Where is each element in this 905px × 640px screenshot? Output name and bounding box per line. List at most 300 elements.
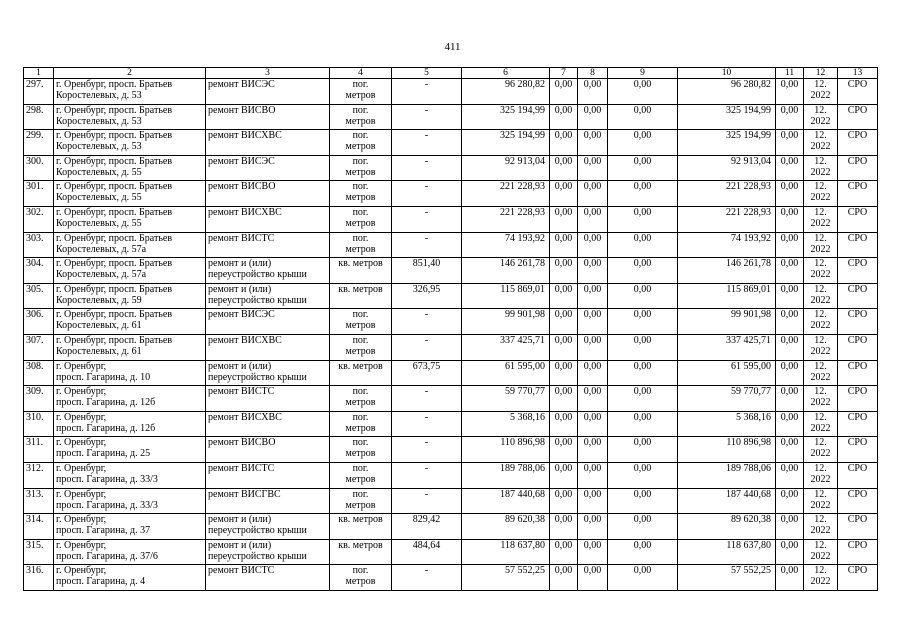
regional-funds-line-1: 0,00	[583, 181, 602, 193]
row-number-cell	[24, 258, 54, 284]
owner-funds-line-1: 99 901,98	[731, 309, 771, 321]
owner-funds-line-1: 325 194,99	[726, 130, 771, 142]
work-type-cell	[206, 488, 330, 514]
work-type-line-1: ремонт и (или)	[208, 258, 272, 270]
address-line-1: г. Оренбург,	[56, 386, 107, 398]
owner-funds-line-1: 118 637,80	[726, 539, 771, 551]
row-number-line-1: 304.	[26, 258, 44, 270]
deadline-line-1: 12.	[814, 130, 827, 142]
total-cost-cell	[462, 232, 550, 258]
method-cell	[838, 411, 878, 437]
row-number-cell	[24, 437, 54, 463]
quantity-cell	[392, 488, 462, 514]
local-funds-line-1: 0,00	[633, 232, 652, 244]
other-funds-cell	[776, 130, 804, 156]
row-number-line-1: 313.	[26, 488, 44, 500]
total-cost-cell	[462, 283, 550, 309]
other-funds-cell	[776, 258, 804, 284]
owner-funds-line-1: 92 913,04	[731, 155, 771, 167]
unit-cell	[330, 360, 392, 386]
column-header-7: 7	[550, 68, 578, 79]
other-funds-line-1: 0,00	[780, 181, 799, 193]
row-number-cell	[24, 181, 54, 207]
deadline-cell	[804, 258, 838, 284]
address-line-1: г. Оренбург,	[56, 539, 107, 551]
column-header-8: 8	[578, 68, 608, 79]
federal-funds-cell	[550, 411, 578, 437]
deadline-cell	[804, 386, 838, 412]
work-type-cell	[206, 411, 330, 437]
method-cell	[838, 155, 878, 181]
unit-cell	[330, 488, 392, 514]
address-line-2: Коростелевых, д. 55	[56, 192, 142, 204]
deadline-line-1: 12.	[814, 386, 827, 398]
local-funds-cell	[608, 514, 678, 540]
local-funds-line-1: 0,00	[633, 130, 652, 142]
local-funds-cell	[608, 437, 678, 463]
quantity-line-1: -	[424, 130, 429, 142]
regional-funds-line-1: 0,00	[583, 514, 602, 526]
quantity-line-1: -	[424, 437, 429, 449]
deadline-cell	[804, 104, 838, 130]
unit-line-2: метров	[345, 192, 376, 204]
quantity-line-1: -	[424, 104, 429, 116]
method-cell	[838, 130, 878, 156]
quantity-line-1: 484,64	[412, 539, 441, 551]
row-number-cell	[24, 334, 54, 360]
column-header-10: 10	[678, 68, 776, 79]
method-line-1: СРО	[847, 411, 868, 423]
table-row	[24, 360, 878, 386]
unit-line-1: пог.	[352, 462, 369, 474]
work-type-line-1: ремонт ВИСВО	[208, 437, 276, 449]
regional-funds-line-1: 0,00	[583, 437, 602, 449]
other-funds-line-1: 0,00	[780, 283, 799, 295]
work-type-line-1: ремонт и (или)	[208, 360, 272, 372]
local-funds-line-1: 0,00	[633, 155, 652, 167]
regional-funds-cell	[578, 232, 608, 258]
quantity-line-1: 673,75	[412, 360, 441, 372]
local-funds-cell	[608, 155, 678, 181]
owner-funds-line-1: 96 280,82	[731, 79, 771, 90]
federal-funds-cell	[550, 539, 578, 565]
total-cost-cell	[462, 181, 550, 207]
deadline-line-2: 2022	[810, 345, 831, 357]
federal-funds-cell	[550, 437, 578, 463]
federal-funds-line-1: 0,00	[554, 283, 573, 295]
row-number-line-1: 310.	[26, 411, 44, 423]
regional-funds-line-1: 0,00	[583, 283, 602, 295]
table-row	[24, 283, 878, 309]
work-type-line-1: ремонт ВИСТС	[208, 232, 275, 244]
table-row	[24, 514, 878, 540]
local-funds-cell	[608, 79, 678, 105]
unit-line-2: метров	[345, 499, 376, 511]
work-type-line-2: переустройство крыши	[208, 550, 307, 562]
deadline-cell	[804, 130, 838, 156]
quantity-cell	[392, 565, 462, 591]
total-cost-cell	[462, 565, 550, 591]
other-funds-cell	[776, 386, 804, 412]
address-line-1: г. Оренбург, просп. Братьев	[56, 130, 173, 142]
federal-funds-cell	[550, 104, 578, 130]
other-funds-cell	[776, 232, 804, 258]
work-type-line-1: ремонт и (или)	[208, 514, 272, 526]
address-line-2: просп. Гагарина, д. 12б	[56, 422, 156, 434]
quantity-line-1: 829,42	[412, 514, 441, 526]
unit-line-1: кв. метров	[338, 360, 383, 372]
regional-funds-line-1: 0,00	[583, 104, 602, 116]
deadline-line-2: 2022	[810, 525, 831, 537]
other-funds-cell	[776, 104, 804, 130]
quantity-line-1: -	[424, 309, 429, 321]
method-cell	[838, 565, 878, 591]
unit-line-1: кв. метров	[338, 514, 383, 526]
other-funds-cell	[776, 462, 804, 488]
deadline-cell	[804, 334, 838, 360]
address-cell	[54, 155, 206, 181]
unit-cell	[330, 258, 392, 284]
method-line-1: СРО	[847, 386, 868, 398]
work-type-line-1: ремонт и (или)	[208, 539, 272, 551]
unit-line-2: метров	[345, 115, 376, 127]
method-line-1: СРО	[847, 79, 868, 90]
work-type-line-1: ремонт ВИСХВС	[208, 334, 282, 346]
owner-funds-line-1: 57 552,25	[731, 565, 771, 577]
local-funds-cell	[608, 258, 678, 284]
quantity-line-1: -	[424, 79, 429, 90]
total-cost-line-1: 221 228,93	[500, 206, 545, 218]
other-funds-line-1: 0,00	[780, 539, 799, 551]
other-funds-cell	[776, 514, 804, 540]
method-cell	[838, 206, 878, 232]
regional-funds-cell	[578, 386, 608, 412]
other-funds-cell	[776, 411, 804, 437]
address-cell	[54, 309, 206, 335]
other-funds-line-1: 0,00	[780, 437, 799, 449]
quantity-cell	[392, 79, 462, 105]
other-funds-line-1: 0,00	[780, 565, 799, 577]
regional-funds-cell	[578, 514, 608, 540]
federal-funds-cell	[550, 79, 578, 105]
row-number-line-1: 298.	[26, 104, 44, 116]
local-funds-cell	[608, 130, 678, 156]
owner-funds-cell	[678, 104, 776, 130]
work-type-cell	[206, 79, 330, 105]
owner-funds-line-1: 115 869,01	[726, 283, 771, 295]
unit-line-1: пог.	[352, 130, 369, 142]
deadline-line-2: 2022	[810, 166, 831, 178]
deadline-line-1: 12.	[814, 283, 827, 295]
unit-cell	[330, 437, 392, 463]
deadline-line-2: 2022	[810, 217, 831, 229]
total-cost-cell	[462, 462, 550, 488]
quantity-cell	[392, 104, 462, 130]
address-cell	[54, 386, 206, 412]
regional-funds-cell	[578, 283, 608, 309]
quantity-cell	[392, 539, 462, 565]
federal-funds-cell	[550, 462, 578, 488]
method-cell	[838, 437, 878, 463]
unit-line-2: метров	[345, 166, 376, 178]
method-cell	[838, 386, 878, 412]
total-cost-cell	[462, 488, 550, 514]
unit-line-2: метров	[345, 397, 376, 409]
row-number-cell	[24, 565, 54, 591]
other-funds-line-1: 0,00	[780, 411, 799, 423]
federal-funds-line-1: 0,00	[554, 206, 573, 218]
address-cell	[54, 79, 206, 105]
total-cost-line-1: 5 368,16	[510, 411, 545, 423]
address-line-1: г. Оренбург, просп. Братьев	[56, 232, 173, 244]
row-number-cell	[24, 232, 54, 258]
table-row	[24, 539, 878, 565]
other-funds-cell	[776, 206, 804, 232]
column-header-4: 4	[330, 68, 392, 79]
owner-funds-line-1: 74 193,92	[731, 232, 771, 244]
row-number-line-1: 316.	[26, 565, 44, 577]
deadline-line-2: 2022	[810, 243, 831, 255]
owner-funds-line-1: 5 368,16	[736, 411, 771, 423]
table-row	[24, 334, 878, 360]
unit-line-1: пог.	[352, 488, 369, 500]
address-line-1: г. Оренбург, просп. Братьев	[56, 206, 173, 218]
quantity-line-1: 851,40	[412, 258, 441, 270]
local-funds-line-1: 0,00	[633, 258, 652, 270]
work-type-cell	[206, 334, 330, 360]
federal-funds-line-1: 0,00	[554, 488, 573, 500]
deadline-line-1: 12.	[814, 539, 827, 551]
unit-line-2: метров	[345, 243, 376, 255]
work-type-line-1: ремонт ВИСЭС	[208, 309, 275, 321]
address-cell	[54, 181, 206, 207]
address-line-2: Коростелевых, д. 53	[56, 141, 142, 153]
method-line-1: СРО	[847, 181, 868, 193]
address-line-2: Коростелевых, д. 55	[56, 217, 142, 229]
other-funds-line-1: 0,00	[780, 386, 799, 398]
method-cell	[838, 488, 878, 514]
regional-funds-line-1: 0,00	[583, 79, 602, 90]
owner-funds-cell	[678, 437, 776, 463]
regional-funds-cell	[578, 360, 608, 386]
quantity-cell	[392, 232, 462, 258]
column-header-2: 2	[54, 68, 206, 79]
address-line-1: г. Оренбург, просп. Братьев	[56, 181, 173, 193]
quantity-line-1: -	[424, 155, 429, 167]
address-line-2: просп. Гагарина, д. 10	[56, 371, 151, 383]
unit-line-1: пог.	[352, 181, 369, 193]
work-type-line-2: переустройство крыши	[208, 525, 307, 537]
owner-funds-line-1: 146 261,78	[726, 258, 771, 270]
unit-cell	[330, 104, 392, 130]
federal-funds-cell	[550, 514, 578, 540]
table-row	[24, 104, 878, 130]
column-header-6: 6	[462, 68, 550, 79]
total-cost-cell	[462, 334, 550, 360]
address-line-1: г. Оренбург, просп. Братьев	[56, 258, 173, 270]
owner-funds-line-1: 221 228,93	[726, 181, 771, 193]
row-number-line-1: 308.	[26, 360, 44, 372]
owner-funds-cell	[678, 565, 776, 591]
unit-line-1: кв. метров	[338, 539, 383, 551]
deadline-line-1: 12.	[814, 462, 827, 474]
federal-funds-line-1: 0,00	[554, 514, 573, 526]
quantity-line-1: -	[424, 411, 429, 423]
row-number-cell	[24, 206, 54, 232]
method-line-1: СРО	[847, 360, 868, 372]
local-funds-line-1: 0,00	[633, 462, 652, 474]
unit-line-1: пог.	[352, 334, 369, 346]
method-line-1: СРО	[847, 232, 868, 244]
unit-cell	[330, 411, 392, 437]
owner-funds-cell	[678, 206, 776, 232]
owner-funds-cell	[678, 258, 776, 284]
other-funds-line-1: 0,00	[780, 488, 799, 500]
local-funds-line-1: 0,00	[633, 206, 652, 218]
total-cost-line-1: 99 901,98	[505, 309, 545, 321]
address-line-1: г. Оренбург,	[56, 360, 107, 372]
work-type-line-1: ремонт ВИСТС	[208, 386, 275, 398]
address-line-2: просп. Гагарина, д. 33/3	[56, 499, 158, 511]
quantity-cell	[392, 155, 462, 181]
local-funds-cell	[608, 386, 678, 412]
total-cost-cell	[462, 258, 550, 284]
owner-funds-line-1: 110 896,98	[726, 437, 771, 449]
address-line-1: г. Оренбург, просп. Братьев	[56, 104, 173, 116]
other-funds-line-1: 0,00	[780, 232, 799, 244]
deadline-cell	[804, 283, 838, 309]
quantity-cell	[392, 181, 462, 207]
deadline-cell	[804, 437, 838, 463]
unit-line-2: метров	[345, 141, 376, 153]
owner-funds-cell	[678, 514, 776, 540]
address-cell	[54, 360, 206, 386]
federal-funds-line-1: 0,00	[554, 79, 573, 90]
column-header-11: 11	[776, 68, 804, 79]
row-number-cell	[24, 539, 54, 565]
quantity-line-1: 326,95	[412, 283, 441, 295]
address-line-2: просп. Гагарина, д. 33/3	[56, 473, 158, 485]
deadline-line-2: 2022	[810, 550, 831, 562]
work-type-cell	[206, 462, 330, 488]
address-cell	[54, 437, 206, 463]
regional-funds-cell	[578, 437, 608, 463]
work-type-cell	[206, 360, 330, 386]
federal-funds-line-1: 0,00	[554, 360, 573, 372]
regional-funds-line-1: 0,00	[583, 411, 602, 423]
deadline-cell	[804, 539, 838, 565]
local-funds-line-1: 0,00	[633, 488, 652, 500]
method-line-1: СРО	[847, 283, 868, 295]
work-type-line-1: ремонт ВИСЭС	[208, 155, 275, 167]
quantity-line-1: -	[424, 565, 429, 577]
total-cost-line-1: 59 770,77	[505, 386, 545, 398]
other-funds-cell	[776, 309, 804, 335]
local-funds-cell	[608, 206, 678, 232]
total-cost-cell	[462, 79, 550, 105]
row-number-cell	[24, 309, 54, 335]
deadline-line-2: 2022	[810, 371, 831, 383]
owner-funds-cell	[678, 488, 776, 514]
total-cost-line-1: 325 194,99	[500, 130, 545, 142]
row-number-line-1: 314.	[26, 514, 44, 526]
column-header-3: 3	[206, 68, 330, 79]
work-type-line-2: переустройство крыши	[208, 294, 307, 306]
address-line-2: Коростелевых, д. 59	[56, 294, 142, 306]
deadline-line-1: 12.	[814, 155, 827, 167]
row-number-line-1: 305.	[26, 283, 44, 295]
unit-cell	[330, 206, 392, 232]
method-cell	[838, 181, 878, 207]
local-funds-line-1: 0,00	[633, 181, 652, 193]
method-cell	[838, 104, 878, 130]
quantity-cell	[392, 386, 462, 412]
deadline-line-1: 12.	[814, 104, 827, 116]
work-type-line-1: ремонт и (или)	[208, 283, 272, 295]
address-line-2: Коростелевых, д. 61	[56, 345, 142, 357]
method-line-1: СРО	[847, 258, 868, 270]
deadline-line-1: 12.	[814, 334, 827, 346]
method-cell	[838, 79, 878, 105]
unit-line-1: пог.	[352, 309, 369, 321]
row-number-cell	[24, 155, 54, 181]
other-funds-line-1: 0,00	[780, 130, 799, 142]
deadline-cell	[804, 206, 838, 232]
deadline-line-2: 2022	[810, 141, 831, 153]
work-type-cell	[206, 514, 330, 540]
total-cost-cell	[462, 155, 550, 181]
deadline-line-2: 2022	[810, 320, 831, 332]
unit-cell	[330, 386, 392, 412]
local-funds-cell	[608, 309, 678, 335]
deadline-line-2: 2022	[810, 422, 831, 434]
unit-line-2: метров	[345, 422, 376, 434]
regional-funds-line-1: 0,00	[583, 232, 602, 244]
method-cell	[838, 334, 878, 360]
address-cell	[54, 565, 206, 591]
quantity-cell	[392, 462, 462, 488]
address-line-1: г. Оренбург, просп. Братьев	[56, 309, 173, 321]
other-funds-cell	[776, 181, 804, 207]
local-funds-line-1: 0,00	[633, 360, 652, 372]
other-funds-cell	[776, 79, 804, 105]
unit-line-1: пог.	[352, 386, 369, 398]
row-number-line-1: 300.	[26, 155, 44, 167]
unit-line-1: кв. метров	[338, 283, 383, 295]
method-line-1: СРО	[847, 104, 868, 116]
owner-funds-line-1: 89 620,38	[731, 514, 771, 526]
deadline-line-1: 12.	[814, 411, 827, 423]
local-funds-line-1: 0,00	[633, 386, 652, 398]
deadline-cell	[804, 181, 838, 207]
other-funds-cell	[776, 539, 804, 565]
table-row	[24, 462, 878, 488]
regional-funds-line-1: 0,00	[583, 130, 602, 142]
work-type-line-1: ремонт ВИСТС	[208, 462, 275, 474]
local-funds-cell	[608, 232, 678, 258]
work-type-cell	[206, 437, 330, 463]
address-line-2: Коростелевых, д. 57а	[56, 243, 147, 255]
regional-funds-cell	[578, 539, 608, 565]
address-cell	[54, 232, 206, 258]
table-row	[24, 232, 878, 258]
federal-funds-line-1: 0,00	[554, 334, 573, 346]
address-line-1: г. Оренбург,	[56, 488, 107, 500]
work-type-cell	[206, 104, 330, 130]
unit-line-2: метров	[345, 217, 376, 229]
deadline-line-2: 2022	[810, 294, 831, 306]
work-type-line-1: ремонт ВИСТС	[208, 565, 275, 577]
